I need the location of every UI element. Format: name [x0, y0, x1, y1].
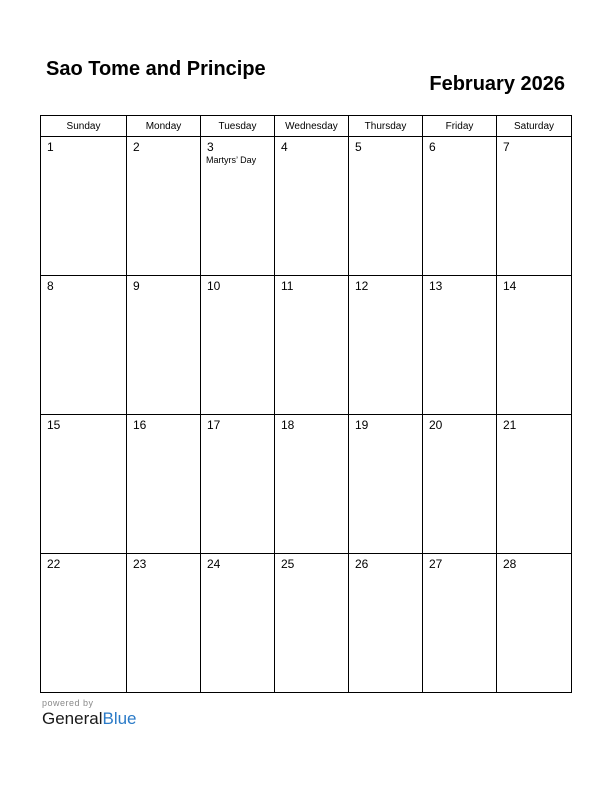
country-title: Sao Tome and Principe: [46, 58, 266, 80]
day-number: 22: [47, 557, 61, 571]
day-number: 17: [207, 418, 221, 432]
day-cell: [127, 276, 201, 415]
day-number: 19: [355, 418, 369, 432]
weekday-friday: Friday: [423, 116, 497, 137]
day-cell: [497, 554, 572, 693]
logo-part-blue: Blue: [102, 709, 137, 728]
weekday-monday: Monday: [127, 116, 201, 137]
powered-by-text: powered by: [42, 698, 94, 708]
day-number: 23: [133, 557, 147, 571]
weekday-sunday: Sunday: [41, 116, 127, 137]
day-cell: [275, 137, 349, 276]
day-number: 27: [429, 557, 443, 571]
day-cell: [423, 554, 497, 693]
day-number: 7: [503, 140, 510, 154]
day-cell: [127, 137, 201, 276]
day-number: 18: [281, 418, 295, 432]
day-cell: [349, 415, 423, 554]
day-cell: [275, 276, 349, 415]
weekday-thursday: Thursday: [349, 116, 423, 137]
week-row: [41, 554, 572, 693]
day-cell: [127, 415, 201, 554]
day-cell: [349, 276, 423, 415]
day-number: 8: [47, 279, 54, 293]
day-number: 5: [355, 140, 362, 154]
day-number: 28: [503, 557, 517, 571]
day-cell: [127, 554, 201, 693]
day-cell: [497, 415, 572, 554]
calendar-body: [41, 137, 572, 693]
day-number: 11: [281, 279, 294, 293]
day-number: 21: [503, 418, 517, 432]
weekday-header-row: [41, 116, 572, 137]
day-cell: [349, 554, 423, 693]
day-cell: [497, 137, 572, 276]
day-cell: [349, 137, 423, 276]
week-row: [41, 415, 572, 554]
generalblue-logo: [42, 709, 137, 729]
day-number: 3: [207, 140, 214, 154]
day-number: 9: [133, 279, 140, 293]
day-number: 24: [207, 557, 221, 571]
day-cell: [423, 276, 497, 415]
weekday-saturday: Saturday: [497, 116, 572, 137]
day-number: 13: [429, 279, 443, 293]
weekday-tuesday: Tuesday: [201, 116, 275, 137]
day-cell: [423, 137, 497, 276]
day-number: 2: [133, 140, 140, 154]
day-number: 20: [429, 418, 443, 432]
day-cell: [497, 276, 572, 415]
day-cell: [41, 554, 127, 693]
footer-branding: [42, 698, 137, 729]
day-number: 16: [133, 418, 147, 432]
day-cell: [41, 137, 127, 276]
day-cell: [201, 276, 275, 415]
day-cell: [275, 415, 349, 554]
day-number: 15: [47, 418, 61, 432]
day-cell: [423, 415, 497, 554]
day-number: 4: [281, 140, 288, 154]
day-cell: [201, 137, 275, 276]
week-row: [41, 276, 572, 415]
month-year-title: February 2026: [429, 73, 565, 95]
day-number: 6: [429, 140, 436, 154]
week-row: [41, 137, 572, 276]
day-number: 25: [281, 557, 295, 571]
day-number: 1: [47, 140, 54, 154]
day-cell: [201, 554, 275, 693]
logo-part-general: General: [42, 709, 103, 728]
day-number: 10: [207, 279, 221, 293]
day-cell: [41, 415, 127, 554]
day-number: 12: [355, 279, 369, 293]
day-cell: [201, 415, 275, 554]
day-cell: [275, 554, 349, 693]
day-number: 14: [503, 279, 517, 293]
holiday-label: Martyrs’ Day: [206, 155, 257, 165]
day-number: 26: [355, 557, 369, 571]
weekday-wednesday: Wednesday: [275, 116, 349, 137]
calendar-grid: [40, 115, 572, 693]
day-cell: [41, 276, 127, 415]
